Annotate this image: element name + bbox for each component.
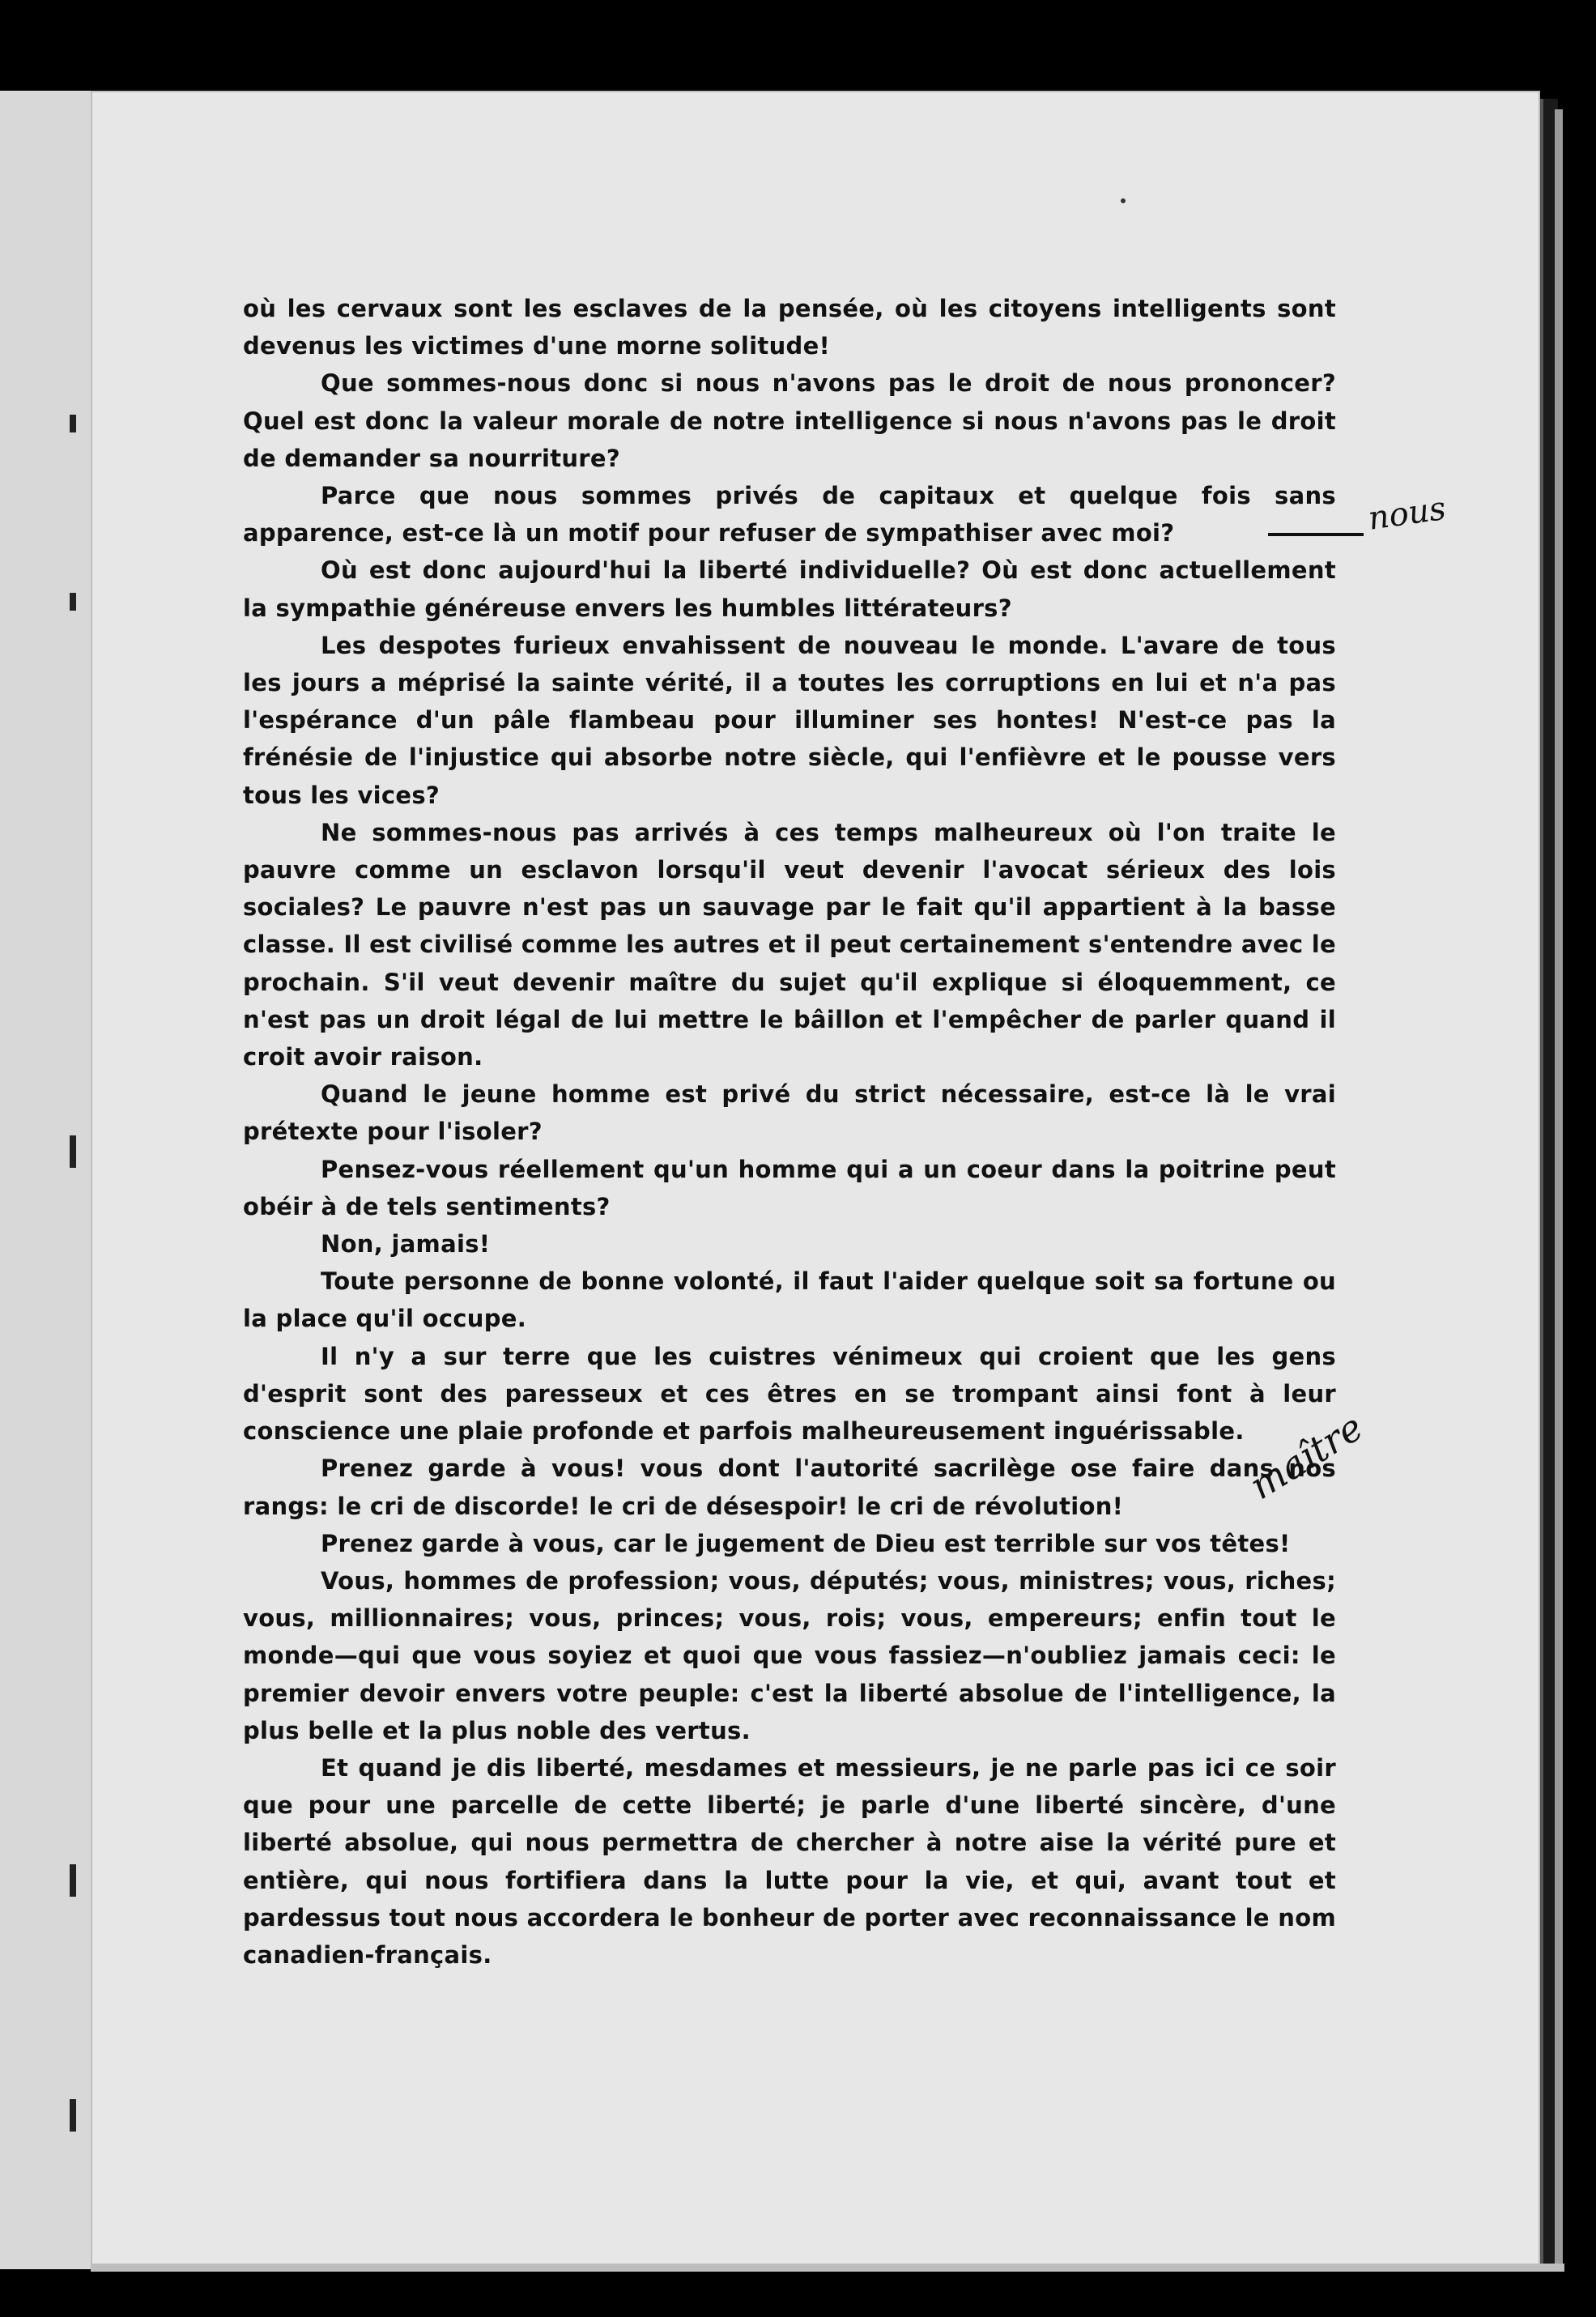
paragraph: Non, jamais! [321,1230,491,1259]
left-page-edge [0,91,94,2269]
speck-mark [1121,198,1126,203]
handwritten-insertion: maître [1241,1404,1371,1508]
paragraph: Ne sommes-nous pas arrivés à ces temps malheureux où l'on traite le pauvre comme un esclavon lorsqu'il veut devenir l'avocat sérieux des lois sociales? Le pauvre n'est pas un sauvage par le fait qu'il appartient à la basse classe. Il est civilisé comme les autres et il peut certainement s'entendre avec le prochain. S'il veut devenir maître du sujet qu'il explique si éloquemment, ce n'est pas un droit légal de lui mettre le bâillon et l'empêcher de parler quand il croit avoir raison. [243,818,1336,1071]
page-edge [1555,109,1563,2264]
paragraph: Quand le jeune homme est privé du strict nécessaire, est-ce là le vrai prétexte pour l'isoler? [243,1080,1336,1146]
page-bottom-edge [91,2264,1564,2272]
binding-mark [70,593,76,611]
paragraph: où les cervaux sont les esclaves de la pensée, où les citoyens intelligents sont devenus les victimes d'une morne solitude! [243,295,1336,360]
binding-mark [70,1864,76,1897]
paragraph: Et quand je dis liberté, mesdames et messieurs, je ne parle pas ici ce soir que pour une parcelle de cette liberté; je parle d'une liberté sincère, d'une liberté absolue, qui nous permettra de chercher à notre aise la vérité pure et entière, qui nous fortifiera dans la lutte pour la vie, et qui, avant tout et pardessus tout nous accordera le bonheur de porter avec reconnaissance le nom canadien-français. [243,1753,1336,1969]
body-text [243,290,1336,1974]
handwritten-correction: nous [1365,489,1449,538]
paragraph: Pensez-vous réellement qu'un homme qui a un coeur dans la poitrine peut obéir à de tels sentiments? [243,1155,1336,1220]
binding-mark [70,1135,76,1168]
paragraph: Toute personne de bonne volonté, il faut l'aider quelque soit sa fortune ou la place qu'il occupe. [243,1267,1336,1333]
binding-mark [70,2099,76,2132]
paragraph: Prenez garde à vous! vous dont l'autorité sacrilège ose faire dans nos rangs: le cri de discorde! le cri de désespoir! le cri de révolution! [243,1455,1336,1520]
strikethrough-mark [1268,533,1364,536]
paragraph: Il n'y a sur terre que les cuistres vénimeux qui croient que les gens d'esprit sont des paresseux et ces êtres en se trompant ainsi font à leur conscience une plaie profonde et parfois malheureusement inguérissable. [243,1342,1336,1446]
paragraph: Vous, hommes de profession; vous, députés; vous, ministres; vous, riches; vous, millionnaires; vous, princes; vous, rois; vous, empereurs; enfin tout le monde—qui que vous soyiez et quoi que vous fassiez—n'oubliez jamais ceci: le premier devoir envers votre peuple: c'est la liberté absolue de l'intelligence, la plus belle et la plus noble des vertus. [243,1566,1336,1744]
paragraph: Prenez garde à vous, car le jugement de Dieu est terrible sur vos têtes! [321,1529,1291,1557]
paragraph: Parce que nous sommes privés de capitaux et quelque fois sans apparence, est-ce là un motif pour refuser de sympathiser avec moi? [243,482,1336,547]
binding-mark [70,415,76,432]
paragraph: Où est donc aujourd'hui la liberté individuelle? Où est donc actuellement la sympathie généreuse envers les humbles littérateurs? [243,556,1336,622]
paragraph: Les despotes furieux envahissent de nouveau le monde. L'avare de tous les jours a méprisé la sainte vérité, il a toutes les corruptions en lui et n'a pas l'espérance d'un pâle flambeau pour illuminer ses hontes! N'est-ce pas la frénésie de l'injustice qui absorbe notre siècle, qui l'enfièvre et le pousse vers tous les vices? [243,631,1336,809]
paragraph: Que sommes-nous donc si nous n'avons pas le droit de nous prononcer? Quel est donc la valeur morale de notre intelligence si nous n'avons pas le droit de demander sa nourriture? [243,369,1336,472]
